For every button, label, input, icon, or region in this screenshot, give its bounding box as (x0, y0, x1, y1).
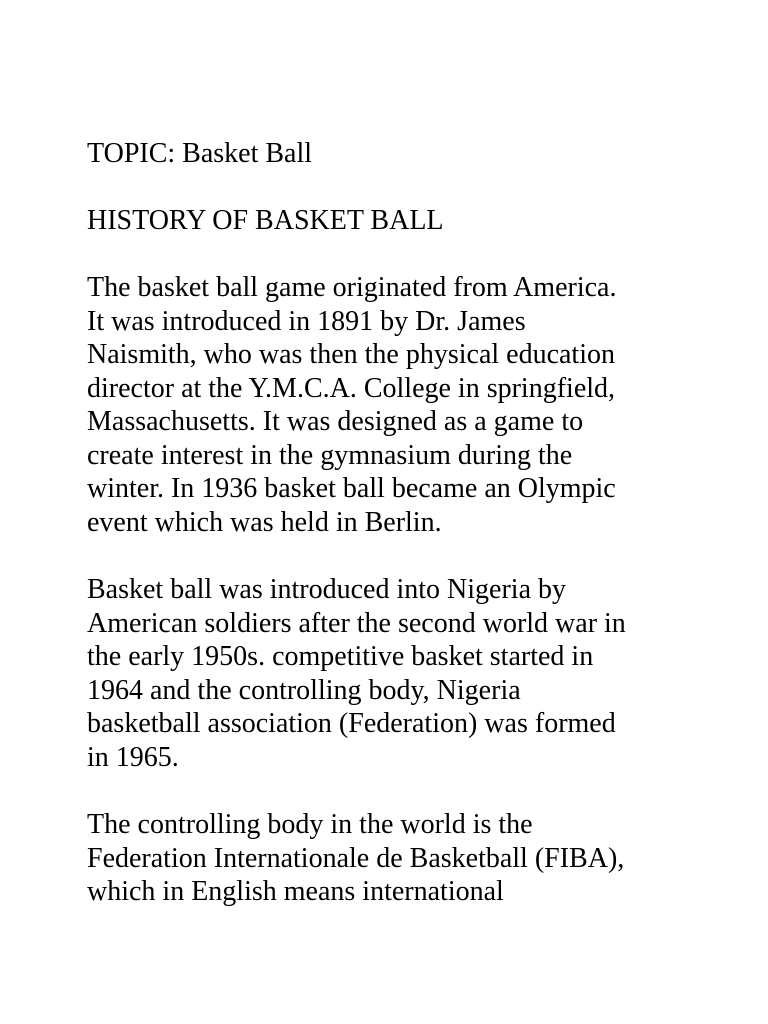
paragraph-line: Federation Internationale de Basketball (FIBA), (87, 842, 625, 874)
heading-text: HISTORY OF BASKET BALL (87, 205, 444, 236)
paragraph-line: winter. In 1936 basket ball became an Olympic (87, 473, 616, 504)
paragraph-line: event which was held in Berlin. (87, 506, 442, 538)
paragraph-line: in 1965. (87, 741, 179, 773)
paragraph-line: director at the Y.M.C.A. College in springfield, (87, 372, 616, 404)
paragraph-line: Naismith, who was then the physical education (87, 339, 615, 370)
paragraph-line: The basket ball game originated from America. (87, 272, 617, 303)
paragraph-line: create interest in the gymnasium during the (87, 439, 573, 471)
paragraph-line: Massachusetts. It was designed as a game to (87, 406, 584, 437)
paragraph-fiba (87, 808, 747, 909)
paragraph-line: American soldiers after the second world war in (87, 607, 626, 639)
paragraph-line: The controlling body in the world is the (87, 809, 533, 840)
paragraph-line: It was introduced in 1891 by Dr. James (87, 305, 526, 337)
topic-text: TOPIC: Basket Ball (87, 138, 313, 169)
paragraph-line: Basket ball was introduced into Nigeria by (87, 574, 566, 605)
paragraph-nigeria (87, 573, 747, 774)
paragraph-line: which in English means international (87, 876, 504, 907)
paragraph-line: the early 1950s. competitive basket started in (87, 641, 594, 672)
paragraph-line: basketball association (Federation) was formed (87, 708, 616, 739)
topic-line (87, 137, 747, 171)
paragraph-line: 1964 and the controlling body, Nigeria (87, 674, 521, 706)
section-heading (87, 204, 747, 238)
paragraph-origin (87, 271, 747, 539)
